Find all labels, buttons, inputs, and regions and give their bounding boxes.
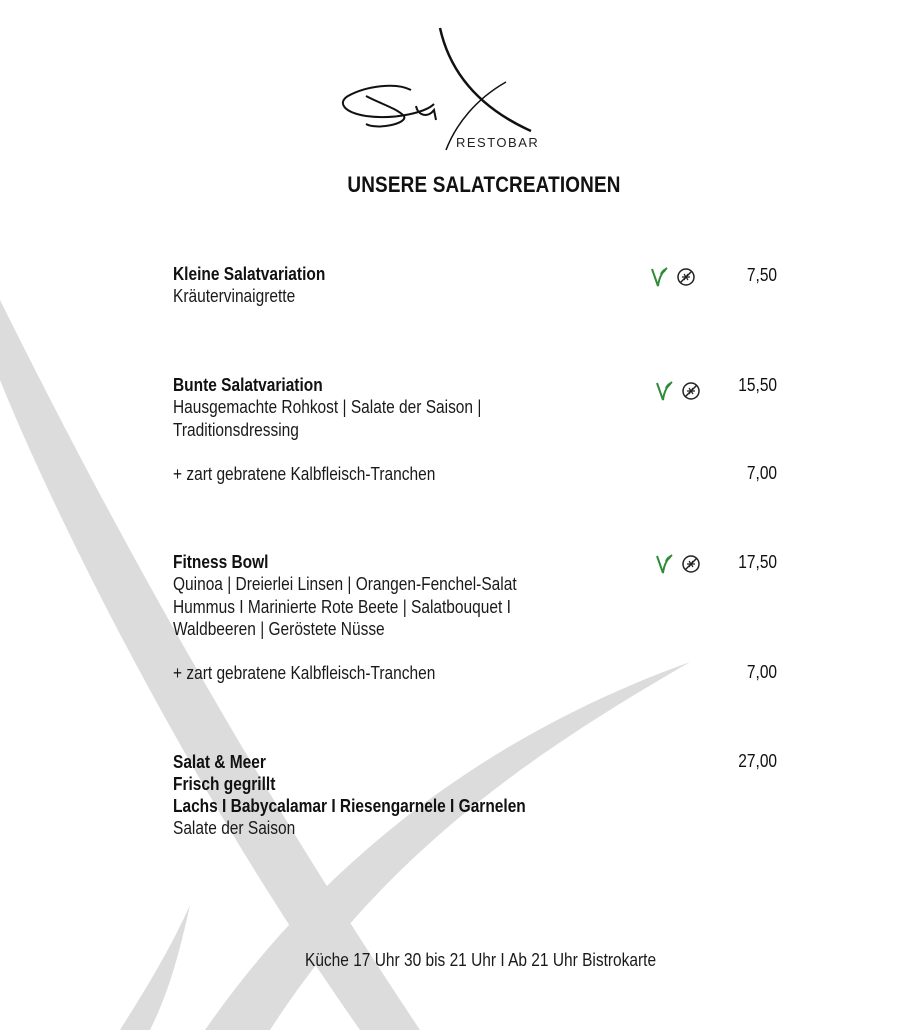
item-addon xyxy=(173,662,478,685)
vegan-leaf-icon xyxy=(655,380,673,402)
item-price: 17,50 xyxy=(738,552,777,572)
menu-item xyxy=(173,263,350,308)
item-icons xyxy=(650,266,696,288)
page-title: UNSERE SALATCREATIONEN xyxy=(347,172,621,197)
menu-item xyxy=(173,551,573,641)
logo-subtitle: RESTOBAR xyxy=(456,135,540,150)
item-name: Kleine Salatvariation xyxy=(173,264,326,284)
item-price: 15,50 xyxy=(738,375,777,395)
item-description: Waldbeeren | Geröstete Nüsse xyxy=(173,619,385,639)
item-description: Hummus I Marinierte Rote Beete | Salatbouquet I xyxy=(173,596,511,617)
item-description: Hausgemachte Rohkost | Salate der Saison | xyxy=(173,397,482,417)
item-description: Quinoa | Dreierlei Linsen | Orangen-Fenchel-Salat xyxy=(173,574,517,594)
item-description: Salate der Saison xyxy=(173,818,296,838)
item-name: Lachs I Babycalamar I Riesengarnele I Garnelen xyxy=(173,796,526,816)
addon-price: 7,00 xyxy=(746,463,777,483)
item-price: 27,00 xyxy=(738,751,777,771)
gluten-free-icon xyxy=(676,267,696,287)
gluten-free-icon xyxy=(681,554,701,574)
addon-label: + zart gebratene Kalbfleisch-Tranchen xyxy=(173,464,436,484)
item-description: Kräutervinaigrette xyxy=(173,286,296,306)
menu-item xyxy=(173,751,583,840)
item-price: 7,50 xyxy=(746,265,777,285)
item-icons xyxy=(655,380,701,402)
item-addon xyxy=(173,463,478,486)
vegan-leaf-icon xyxy=(655,553,673,575)
item-icons xyxy=(655,553,701,575)
menu-item xyxy=(173,374,532,441)
addon-price: 7,00 xyxy=(746,662,777,682)
item-name: Bunte Salatvariation xyxy=(173,375,323,395)
gluten-free-icon xyxy=(681,381,701,401)
item-name: Fitness Bowl xyxy=(173,552,269,572)
item-description: Traditionsdressing xyxy=(173,419,299,440)
vegan-leaf-icon xyxy=(650,266,668,288)
item-name: Frisch gegrillt xyxy=(173,774,276,794)
item-name: Salat & Meer xyxy=(173,752,266,772)
addon-label: + zart gebratene Kalbfleisch-Tranchen xyxy=(173,663,436,683)
footer-hours: Küche 17 Uhr 30 bis 21 Uhr I Ab 21 Uhr Bistrokarte xyxy=(305,950,657,970)
